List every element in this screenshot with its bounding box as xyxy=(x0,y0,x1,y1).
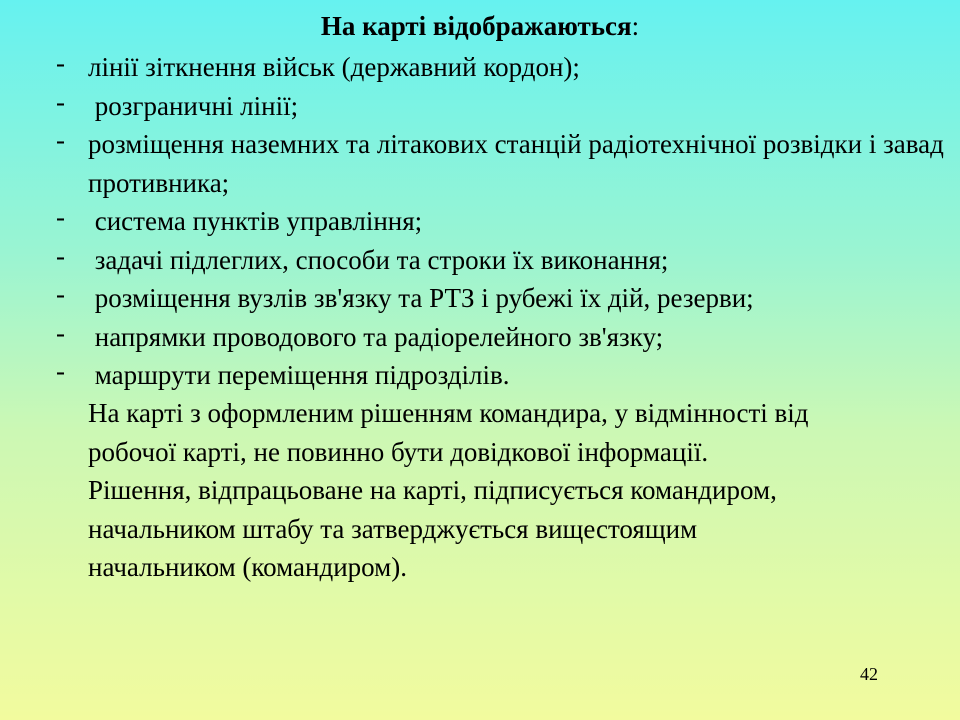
bullet-text: система пунктів управління; xyxy=(88,206,423,236)
paragraph-line: Рішення, відпрацьоване на карті, підписується командиром, xyxy=(88,475,777,505)
bullet-item xyxy=(52,48,948,87)
bullet-text: напрямки проводового та радіорелейного зв'язку; xyxy=(88,321,664,352)
bullet-dash: - xyxy=(56,202,65,232)
paragraph-line: робочої карті, не повинно бути довідкової інформації. xyxy=(88,436,709,467)
bullet-dash: - xyxy=(56,86,65,117)
bullet-text: розграничні лінії; xyxy=(88,90,299,121)
slide-title xyxy=(0,8,960,44)
bullet-dash: - xyxy=(56,48,65,78)
bullet-item xyxy=(52,279,948,318)
bullet-item xyxy=(52,356,948,395)
slide-title-colon: : xyxy=(631,11,640,41)
paragraph-line: начальником (командиром). xyxy=(88,552,407,582)
bullet-dash: - xyxy=(56,125,65,155)
bullet-text: маршрути переміщення підрозділів. xyxy=(88,360,510,390)
paragraph-line: начальником штабу та затверджується вищестоящим xyxy=(88,513,698,544)
body-paragraph xyxy=(88,394,953,587)
bullet-item xyxy=(52,202,948,241)
paragraph-line: На карті з оформленим рішенням командира, у відмінності від xyxy=(88,398,809,428)
bullet-list xyxy=(52,48,948,395)
slide-title-text: На карті відображаються xyxy=(320,11,632,41)
bullet-dash: - xyxy=(56,240,65,271)
bullet-item xyxy=(52,87,948,126)
bullet-text: розміщення вузлів зв'язку та РТЗ і рубежі їх дій, резерви; xyxy=(88,283,754,313)
bullet-dash: - xyxy=(56,279,65,309)
bullet-item xyxy=(52,318,948,357)
bullet-item xyxy=(52,241,948,280)
bullet-item xyxy=(52,125,948,202)
bullet-text: розміщення наземних та літакових станцій радіотехнічної розвідки і завад противника; xyxy=(88,129,944,198)
bullet-text: задачі підлеглих, способи та строки їх виконання; xyxy=(88,244,669,275)
page-number: 42 xyxy=(860,664,878,684)
bullet-dash: - xyxy=(56,317,65,348)
bullet-text: лінії зіткнення військ (державний кордон); xyxy=(88,52,580,82)
bullet-dash: - xyxy=(56,356,65,386)
